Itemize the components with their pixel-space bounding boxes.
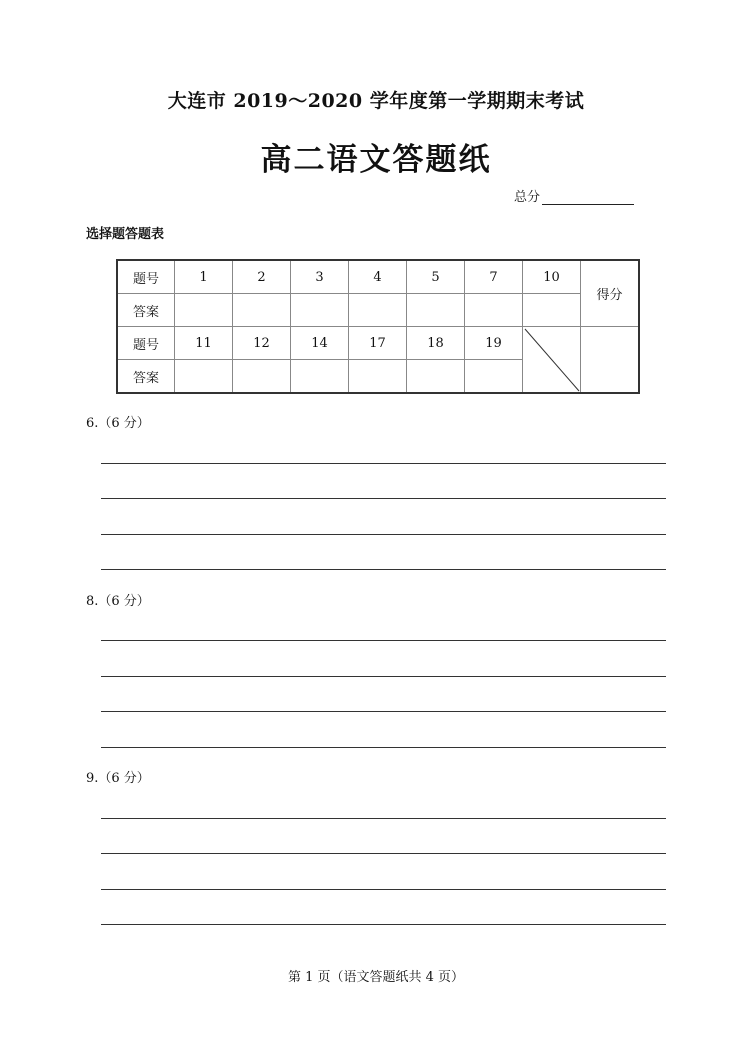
total-score-label: 总分 [514, 190, 541, 205]
mc-section-heading: 选择题答题表 [86, 227, 165, 242]
question-number: 3 [291, 260, 349, 294]
answer-line[interactable] [101, 818, 666, 819]
question-number: 1 [175, 260, 233, 294]
answer-cell[interactable] [407, 294, 465, 327]
question-number: 4 [349, 260, 407, 294]
answer-table [116, 259, 640, 394]
answer-line[interactable] [101, 747, 666, 748]
question-row-2 [117, 327, 639, 360]
score-label-cell: 得分 [581, 260, 640, 327]
question-number-label: 题号 [117, 327, 175, 360]
question-6-label: 6.（6 分） [86, 416, 150, 431]
answer-line[interactable] [101, 889, 666, 890]
sheet-title: 高二语文答题纸 [260, 142, 492, 178]
answer-line[interactable] [101, 534, 666, 535]
answer-cell[interactable] [175, 294, 233, 327]
answer-row-1 [117, 294, 639, 327]
answer-line[interactable] [101, 569, 666, 570]
answer-line[interactable] [101, 853, 666, 854]
question-8-label: 8.（6 分） [86, 594, 150, 609]
answer-line[interactable] [101, 498, 666, 499]
answer-cell[interactable] [291, 294, 349, 327]
answer-line[interactable] [101, 924, 666, 925]
question-number: 17 [349, 327, 407, 360]
answer-cell[interactable] [349, 294, 407, 327]
answer-line[interactable] [101, 463, 666, 464]
total-score-field[interactable] [514, 186, 634, 205]
question-number: 5 [407, 260, 465, 294]
question-number: 18 [407, 327, 465, 360]
question-number: 10 [523, 260, 581, 294]
diagonal-line [523, 327, 580, 393]
question-number: 2 [233, 260, 291, 294]
answer-line[interactable] [101, 676, 666, 677]
question-number: 19 [465, 327, 523, 360]
answer-label: 答案 [117, 294, 175, 327]
question-9-label: 9.（6 分） [86, 771, 150, 786]
question-number: 7 [465, 260, 523, 294]
answer-cell[interactable] [175, 360, 233, 394]
answer-cell[interactable] [465, 294, 523, 327]
question-number: 11 [175, 327, 233, 360]
answer-line[interactable] [101, 711, 666, 712]
exam-title: 大连市 2019～2020 学年度第一学期期末考试 [167, 90, 585, 112]
answer-cell[interactable] [233, 294, 291, 327]
diagonal-empty-cell [523, 327, 581, 394]
total-score-blank[interactable] [542, 190, 634, 205]
answer-line[interactable] [101, 640, 666, 641]
answer-cell[interactable] [291, 360, 349, 394]
answer-cell[interactable] [233, 360, 291, 394]
answer-cell[interactable] [465, 360, 523, 394]
question-number-label: 题号 [117, 260, 175, 294]
question-row-1 [117, 260, 639, 294]
answer-cell[interactable] [349, 360, 407, 394]
question-number: 14 [291, 327, 349, 360]
answer-cell[interactable] [407, 360, 465, 394]
score-cell[interactable] [581, 327, 640, 394]
page-footer: 第 1 页（语文答题纸共 4 页） [287, 970, 465, 985]
answer-label: 答案 [117, 360, 175, 394]
question-number: 12 [233, 327, 291, 360]
answer-cell[interactable] [523, 294, 581, 327]
